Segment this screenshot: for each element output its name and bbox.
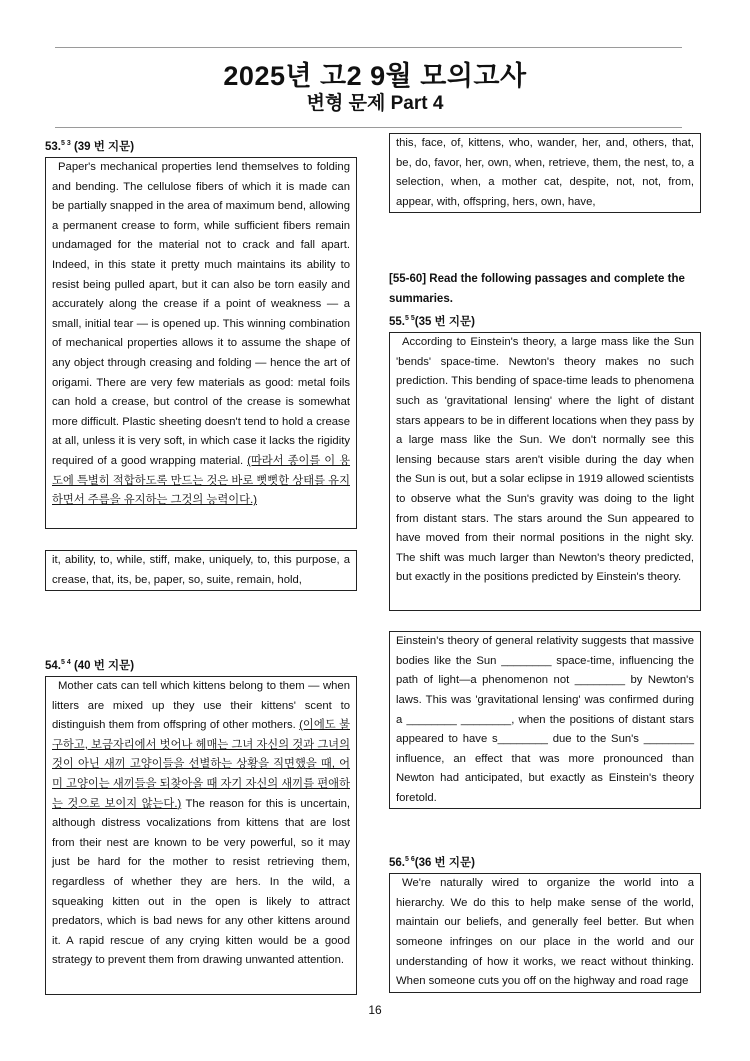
q54-passage-ko: (이에도 불구하고, 보금자리에서 벗어나 헤매는 그녀 자신의 것과 그녀의 것이 아닌 새끼 고양이들을 선별하는 상황을 직면했을 때, 어미 고양이는 새끼들을 되찾아올 때 자기 자신의 새끼를 편애하는 것으로 보이지 않는다.) <box>52 719 350 810</box>
q56-passage: We're naturally wired to organize the world into a hierarchy. We do this to help make sense of the world, maintain our beliefs, and generally feel better. But when someone infringes on our place in the world and our understanding of how it works, we react without thinking. When someone cuts you off on the highway and road rage <box>396 877 694 988</box>
q53-word-box <box>45 550 357 591</box>
q54-passage-en-1: Mother cats can tell which kittens belong to them — when litters are mixed up they use their kittens' scent to distinguish them from offspring of other mothers. <box>52 680 350 732</box>
left-column <box>45 134 357 995</box>
q53-heading: 53.$^{5 3}$ (39 번 지문) <box>45 140 135 153</box>
q54-passage-box <box>45 676 357 995</box>
q55-summary: Einstein's theory of general relativity suggests that massive bodies like the Sun ________ space-time, influencing the path of light—a phenomenon not ________ by Newton's laws. This was 'gravitational lensing' was confirmed during a ________ ________, when the positions of distant stars appeared to have s________ due to the Sun's ________ influence, an effect that was more pronounced than Newton had anticipated, but exactly as Einstein's theory foretold. <box>396 635 694 804</box>
q53-words: it, ability, to, while, stiff, make, uniquely, to, this purpose, a crease, that, its, be, paper, so, suite, remain, hold, <box>52 554 350 586</box>
q54-word-box <box>389 133 701 213</box>
section-instruction: [55-60] Read the following passages and complete the summaries. <box>389 273 685 305</box>
q55-heading: 55.$^{5 5}$(35 번 지문) <box>389 315 475 329</box>
q53-passage-box <box>45 157 357 529</box>
page-title: 2025년 고2 9월 모의고사 <box>223 61 527 91</box>
header-rule <box>55 127 682 128</box>
q54-heading: 54.$^{5 4}$ (40 번 지문) <box>45 659 135 672</box>
q55-summary-box <box>389 631 701 809</box>
q56-passage-box <box>389 873 701 993</box>
q55-passage: According to Einstein's theory, a large mass like the Sun 'bends' space-time. Newton's theory makes no such prediction. This bending of space-time leads to phenomena such as 'gravitational lensing' where the light of distant stars appears to be in different locations when they pass by a large mass like the Sun. We don't normally see this lensing because stars aren't visible during the day when the Sun is out, but a solar eclipse in 1919 allowed scientists to observe what the Sun's gravity was doing to the light from distant stars. The stars around the Sun appeared to have moved from their normal positions in the night sky. The shift was much larger than Newton's theory predicted, but exactly in the positions predicted by Einstein's theory. <box>396 336 694 584</box>
q54-words: this, face, of, kittens, who, wander, her, and, others, that, be, do, favor, her, own, when, retrieve, them, the nest, to, a selection, when, a mother cat, despite, not, not, from, appear, with, offspring, hers, own, have, <box>396 137 694 208</box>
page-number: 16 <box>368 1003 382 1017</box>
q56-heading: 56.$^{5 6}$(36 번 지문) <box>389 856 475 870</box>
q54-passage-en-2: The reason for this is uncertain, although distress vocalizations from kittens that are lost from their nest are known to be very powerful, so it may just be hard for the mother to resist retrieving them, regardless of whether they are hers. In the wild, a squeaking kitten out in the open is likely to attract predators, which is bad news for any other kittens around it. A rapid rescue of any crying kitten would be a good strategy to prevent them from drawing unwanted attention. <box>52 797 351 967</box>
q53-passage-en: Paper's mechanical properties lend themselves to folding and bending. The cellulose fibers of which it is made can be partially snapped in the area of maximum bend, allowing a permanent crease to form, while sufficient fibers remain undamaged for the material not to crack and fall apart. Indeed, in this state it pretty much maintains its ability to resist being pulled apart, but it can also be torn easily and accurately along the crease if a point of weakness — a small, initial tear — is opened up. This winning combination of mechanical properties allows it to assume the shape of any object through creasing and folding — hence the art of origami. There are very few materials as good: metal foils can hold a crease, but control of the crease is somewhat more difficult. Plastic sheeting doesn't tend to hold a crease at all, unless it is very soft, in which case it lacks the rigidity required of a good wrapping material. <box>52 161 350 467</box>
top-rule <box>55 47 682 48</box>
q55-passage-box <box>389 332 701 611</box>
q53-passage-ko: (따라서 종이를 이 용도에 특별히 적합하도록 만드는 것은 바로 뻣뻣한 상태를 유지하면서 주름을 유지하는 그것의 능력이다.) <box>52 454 351 507</box>
page-subtitle: 변형 문제 Part 4 <box>306 93 444 114</box>
right-column <box>389 133 701 993</box>
